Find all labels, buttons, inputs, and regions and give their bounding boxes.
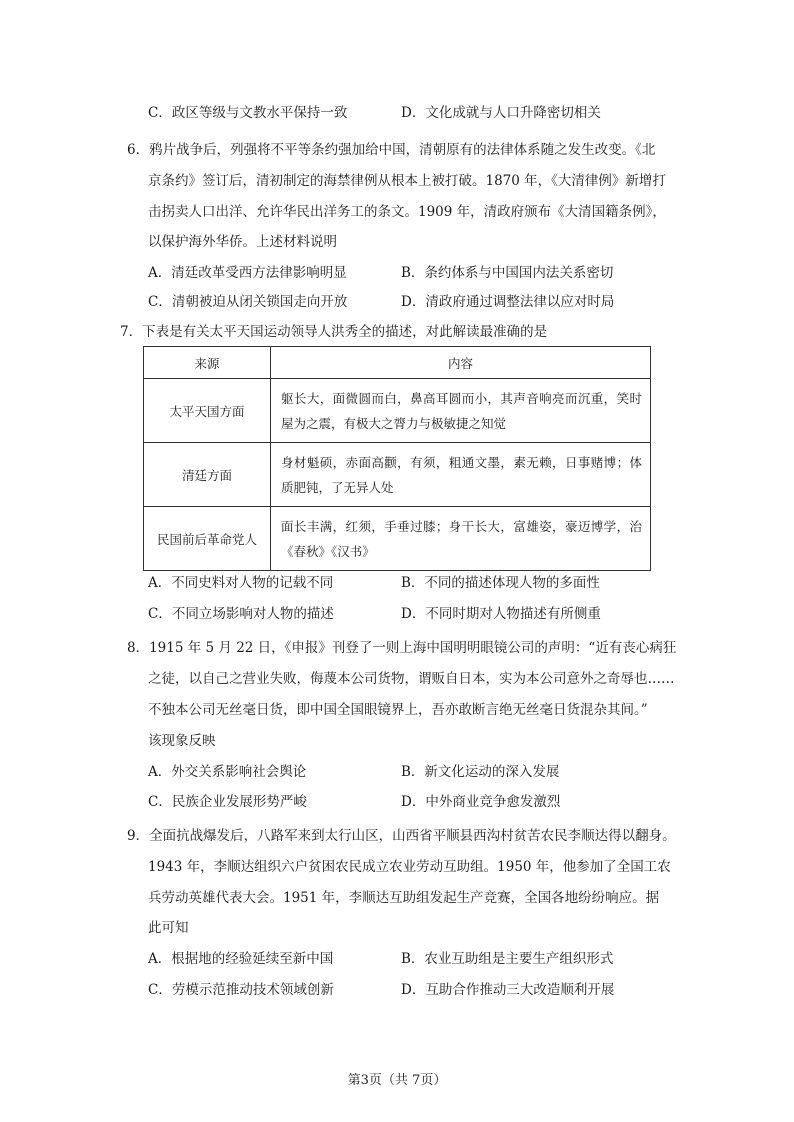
q6-stem-line-2: 京条约》签订后，清初制定的海禁律例从根本上被打破。1870 年，《大清律例》新增打 xyxy=(148,173,666,189)
q7-option-d: D．不同时期对人物描述有所侧重 xyxy=(401,606,601,622)
table-cell-source: 清廷方面 xyxy=(144,443,271,507)
q8-option-c: C．民族企业发展形势严峻 xyxy=(148,794,307,810)
q5-option-d: D．文化成就与人口升降密切相关 xyxy=(401,105,601,121)
q6-stem-line-1: 6．鸦片战争后，列强将不平等条约强加给中国，清朝原有的法律体系随之发生改变。《北 xyxy=(127,142,656,158)
q9-stem-line-3: 兵劳动英雄代表大会。1951 年，李顺达互助组发起生产竞赛，全国各地纷纷响应。据 xyxy=(148,890,660,906)
q6-option-b: B．条约体系与中国国内法关系密切 xyxy=(401,265,614,281)
q5-option-c: C．政区等级与文教水平保持一致 xyxy=(148,105,348,121)
q7-source-table xyxy=(143,346,651,571)
table-cell-content: 身材魁硕，赤面高颧，有须，粗通文墨，素无赖，日事赌博；体质肥钝，了无异人处 xyxy=(271,443,651,507)
q6-option-c: C．清朝被迫从闭关锁国走向开放 xyxy=(148,294,348,310)
q8-stem-line-4: 该现象反映 xyxy=(148,733,216,749)
q9-option-b: B．农业互助组是主要生产组织形式 xyxy=(401,951,614,967)
q9-stem-line-4: 此可知 xyxy=(148,920,189,936)
table-row xyxy=(144,443,651,507)
page-number-footer: 第3页（共 7页） xyxy=(347,1073,447,1088)
q8-stem-line-1: 8．1915 年 5 月 22 日，《申报》刊登了一则上海中国明明眼镜公司的声明：“近有丧心病狂 xyxy=(127,640,677,656)
q9-option-c: C．劳模示范推动技术领域创新 xyxy=(148,982,334,998)
q8-option-b: B．新文化运动的深入发展 xyxy=(401,764,560,780)
q6-option-a: A．清廷改革受西方法律影响明显 xyxy=(148,265,347,281)
q7-option-c: C．不同立场影响对人物的描述 xyxy=(148,606,334,622)
table-cell-content: 面长丰满，红须，手垂过膝；身干长大，富雄姿，豪迈博学，治《春秋》《汉书》 xyxy=(271,507,651,571)
table-row xyxy=(144,379,651,443)
q9-option-a: A．根据地的经验延续至新中国 xyxy=(148,951,334,967)
table-cell-source: 民国前后革命党人 xyxy=(144,507,271,571)
table-cell-content: 躯长大，面微圆而白，鼻高耳圆而小，其声音响亮而沉重，笑时屋为之震，有极大之膂力与极敏捷之知觉 xyxy=(271,379,651,443)
table-cell-source: 太平天国方面 xyxy=(144,379,271,443)
q7-stem: 7．下表是有关太平天国运动领导人洪秀全的描述，对此解读最准确的是 xyxy=(120,324,548,340)
q6-stem-line-3: 击拐卖人口出洋、允许华民出洋务工的条文。1909 年，清政府颁布《大清国籍条例》， xyxy=(148,204,666,220)
q8-option-a: A．外交关系影响社会舆论 xyxy=(148,764,307,780)
q9-option-d: D．互助合作推动三大改造顺利开展 xyxy=(401,982,615,998)
table-header-content: 内容 xyxy=(271,347,651,379)
table-row xyxy=(144,507,651,571)
q7-option-a: A．不同史料对人物的记载不同 xyxy=(148,575,334,591)
q8-option-d: D．中外商业竞争愈发激烈 xyxy=(401,794,561,810)
q6-option-d: D．清政府通过调整法律以应对时局 xyxy=(401,294,615,310)
q6-stem-line-4: 以保护海外华侨。上述材料说明 xyxy=(148,234,337,250)
q8-stem-line-2: 之徒，以自己之营业失败，侮蔑本公司货物，谓贩自日本，实为本公司意外之奇辱也…… xyxy=(148,671,675,687)
q9-stem-line-2: 1943 年，李顺达组织六户贫困农民成立农业劳动互助组。1950 年，他参加了全国工农 xyxy=(148,859,671,875)
q7-option-b: B．不同的描述体现人物的多面性 xyxy=(401,575,600,591)
table-header-source: 来源 xyxy=(144,347,271,379)
q8-stem-line-3: 不独本公司无丝毫日货，即中国全国眼镜界上，吾亦敢断言绝无丝毫日货混杂其间。” xyxy=(148,702,648,718)
q9-stem-line-1: 9．全面抗战爆发后，八路军来到太行山区，山西省平顺县西沟村贫苦农民李顺达得以翻身。 xyxy=(127,828,676,844)
